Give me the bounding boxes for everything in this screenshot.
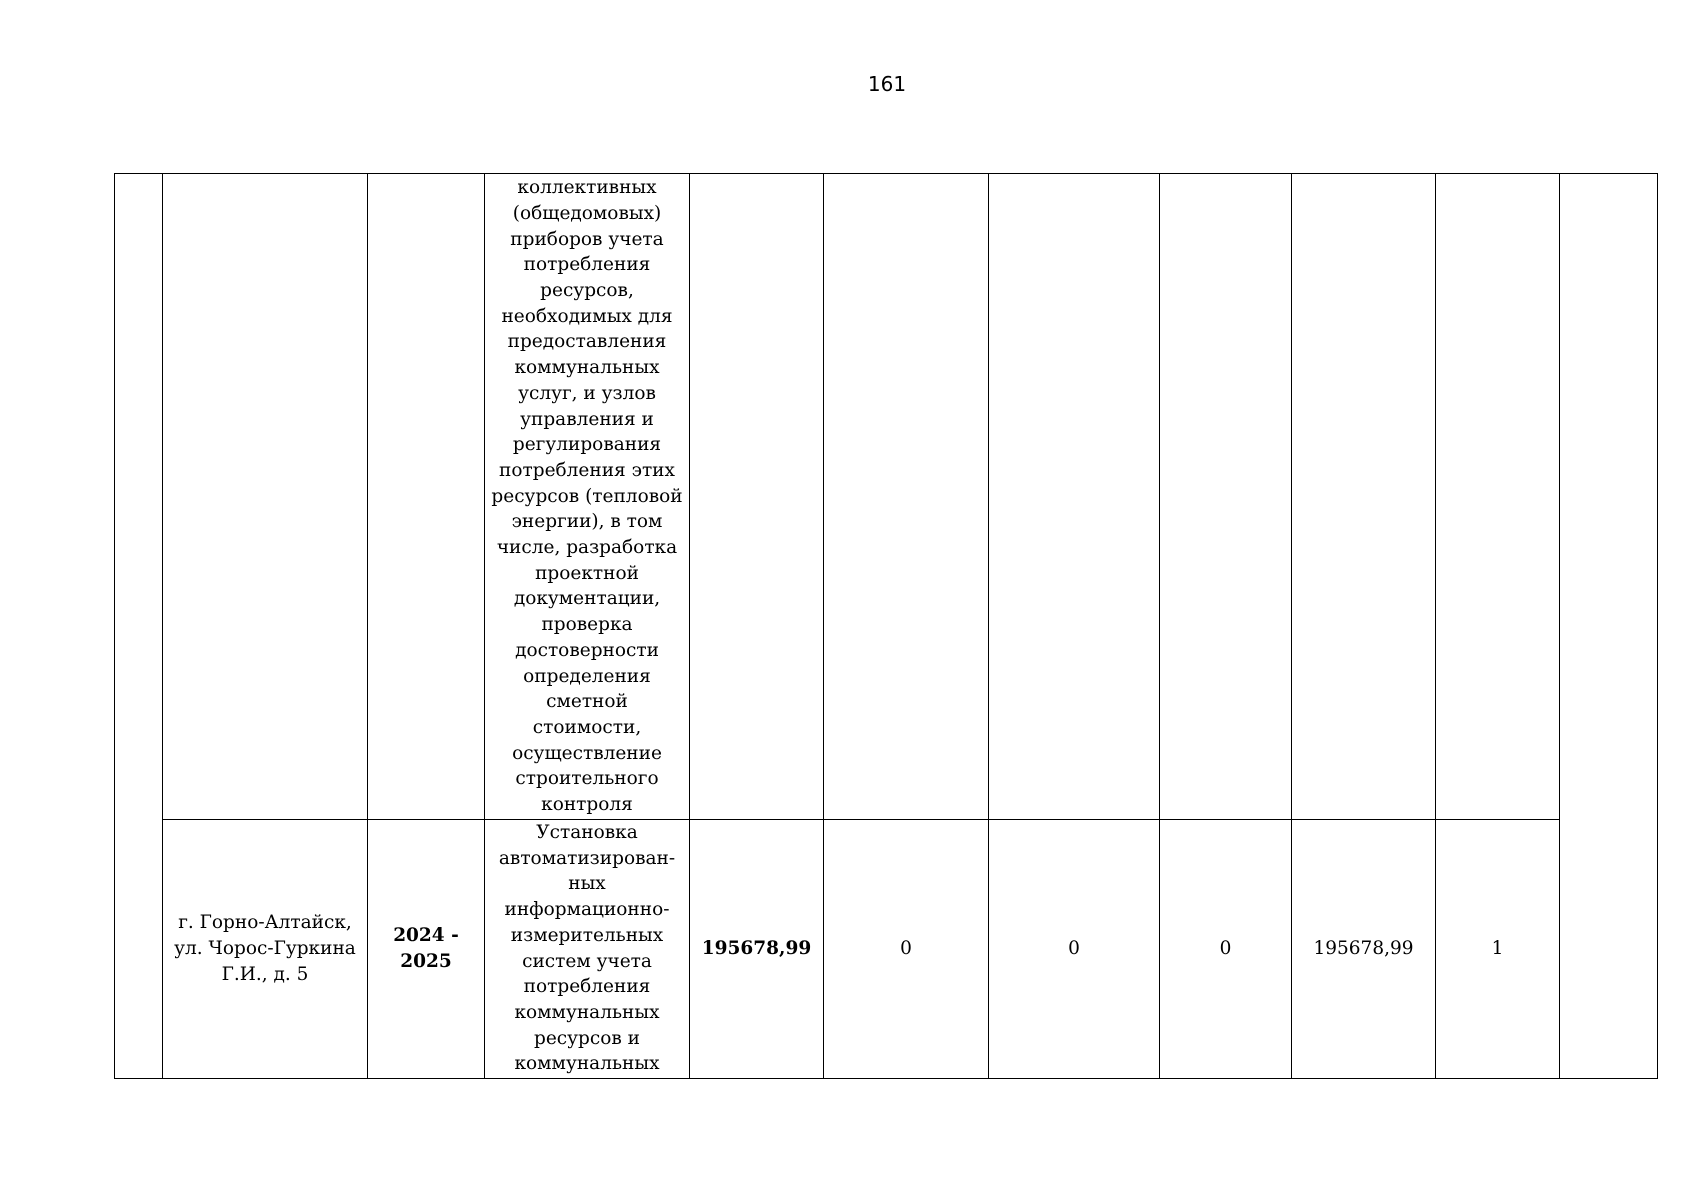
value-cell [1160,174,1292,820]
count-cell [1436,820,1560,1079]
address-cell [163,174,368,820]
period-cell [368,820,485,1079]
count-text: 1 [1491,938,1504,960]
value-text: 0 [900,938,912,960]
count-cell [1436,174,1560,820]
page-number: 161 [867,72,907,96]
value-cell [989,820,1160,1079]
work-description: Установка автоматизирован- ных информационно- измерительных систем учета потребления коммунальных ресурсов и коммунальных [498,822,676,1075]
value-cell [1292,174,1436,820]
table-row [115,820,1658,1079]
total-amount: 195678,99 [701,938,812,960]
description-cell [485,174,690,820]
period-cell [368,174,485,820]
table-row [115,174,1658,820]
total-cell [690,174,824,820]
address-cell [163,820,368,1079]
note-cell [1560,174,1658,1079]
value-text: 195678,99 [1313,938,1414,960]
description-cell [485,820,690,1079]
value-cell [1160,820,1292,1079]
value-text: 0 [1219,938,1232,960]
value-cell [989,174,1160,820]
work-description: коллективных (общедомовых) приборов учета потребления ресурсов, необходимых для предоставления коммунальных услуг, и узлов управления и регулирования потребления этих ресурсов (тепловой энергии), в том числе, разработка проектной документации, проверка достоверности определения сметной стоимости, осуществление строительного контроля [491,177,683,816]
works-table [114,173,1658,1079]
value-cell [824,174,989,820]
value-cell [824,820,989,1079]
address-text: г. Горно-Алтайск, ул. Чорос-Гуркина Г.И., д. 5 [174,912,356,985]
value-text: 0 [1068,938,1080,960]
number-cell [115,174,163,1079]
value-cell [1292,820,1436,1079]
period-text: 2024 - 2025 [393,925,459,972]
total-cell [690,820,824,1079]
